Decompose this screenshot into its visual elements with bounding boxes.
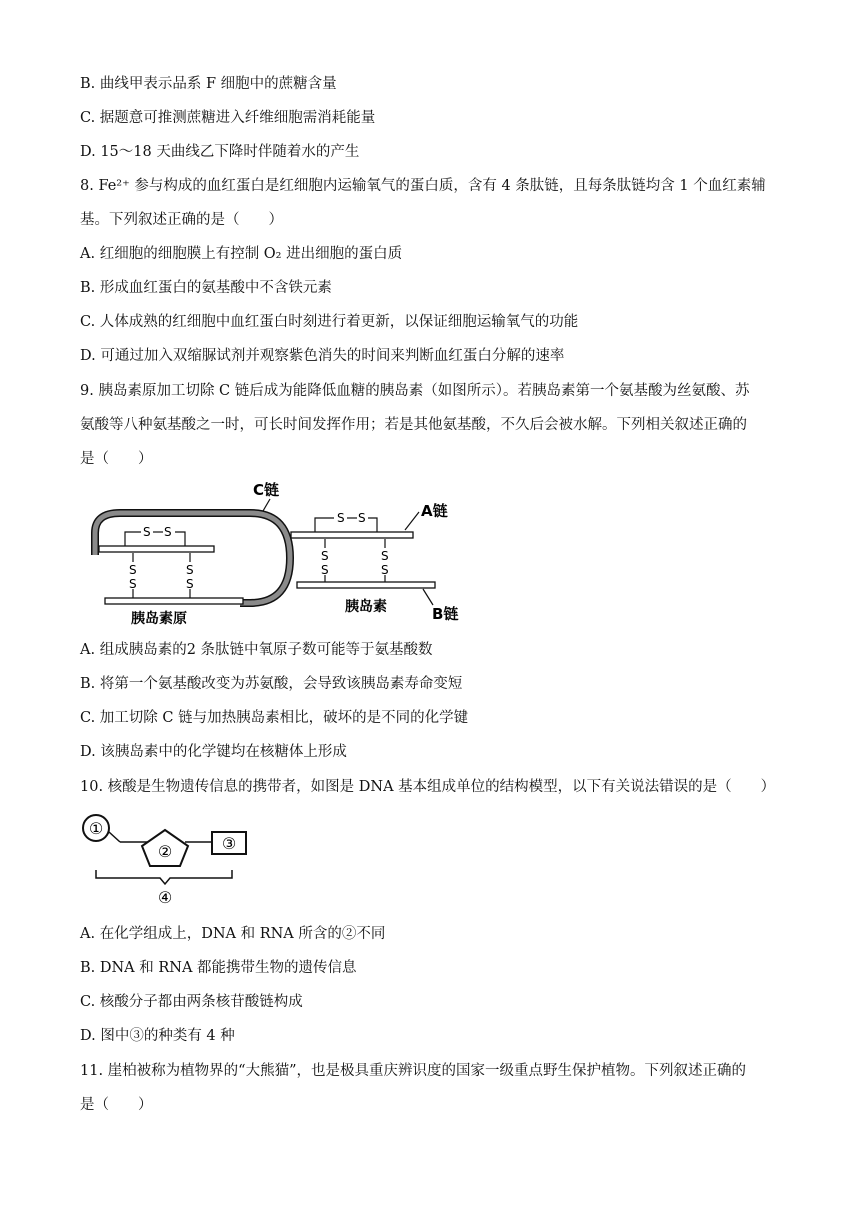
- q8-option-a: A. 红细胞的细胞膜上有控制 O₂ 进出细胞的蛋白质: [80, 246, 403, 262]
- q10-option-b: B. DNA 和 RNA 都能携带生物的遗传信息: [80, 960, 357, 976]
- q10-option-d: D. 图中③的种类有 4 种: [80, 1028, 235, 1044]
- disulfide-s: S: [337, 511, 345, 525]
- proinsulin-b-chain: [105, 598, 243, 604]
- q7-option-d: D. 15～18 天曲线乙下降时伴随着水的产生: [80, 144, 360, 160]
- q7-option-b: B. 曲线甲表示品系 F 细胞中的蔗糖含量: [80, 76, 337, 92]
- q7-option-c: C. 据题意可推测蔗糖进入纤维细胞需消耗能量: [80, 110, 376, 126]
- disulfide-s: S: [321, 563, 329, 577]
- q8-option-b: B. 形成血红蛋白的氨基酸中不含铁元素: [80, 280, 332, 296]
- disulfide-s: S: [164, 525, 172, 539]
- b-chain-label: B链: [432, 605, 459, 623]
- q8-option-d: D. 可通过加入双缩脲试剂并观察紫色消失的时间来判断血红蛋白分解的速率: [80, 348, 565, 364]
- q11-stem-line-1: 11. 崖柏被称为植物界的“大熊猫”，也是极具重庆辨识度的国家一级重点野生保护植物。下列叙述正确的: [80, 1063, 746, 1079]
- insulin-b-chain: [297, 582, 435, 588]
- nucleotide-diagram: [80, 810, 260, 910]
- label-4: ④: [157, 888, 173, 907]
- q11-stem-line-2: 是（ ）: [80, 1097, 153, 1113]
- disulfide-s: S: [129, 563, 137, 577]
- disulfide-s: S: [186, 563, 194, 577]
- insulin-label: 胰岛素: [345, 599, 387, 615]
- q10-option-a: A. 在化学组成上，DNA 和 RNA 所含的②不同: [80, 926, 386, 942]
- disulfide-s: S: [381, 549, 389, 563]
- q10-stem-line-1: 10. 核酸是生物遗传信息的携带者，如图是 DNA 基本组成单位的结构模型，以下有关说法错误的是（ ）: [80, 779, 776, 795]
- label-3: ③: [221, 834, 237, 853]
- proinsulin-a-chain: [99, 546, 214, 552]
- c-chain-label: C链: [253, 481, 280, 499]
- disulfide-s: S: [358, 511, 366, 525]
- label-2: ②: [157, 842, 173, 861]
- q9-option-a: A. 组成胰岛素的2 条肽链中氧原子数可能等于氨基酸数: [80, 642, 433, 658]
- disulfide-s: S: [321, 549, 329, 563]
- label-1: ①: [88, 819, 104, 838]
- q8-option-c: C. 人体成熟的红细胞中血红蛋白时刻进行着更新，以保证细胞运输氧气的功能: [80, 314, 579, 330]
- disulfide-s: S: [143, 525, 151, 539]
- q10-option-c: C. 核酸分子都由两条核苷酸链构成: [80, 994, 303, 1010]
- insulin-diagram: [75, 478, 475, 626]
- brace: [96, 870, 232, 884]
- q9-option-c: C. 加工切除 C 链与加热胰岛素相比，破坏的是不同的化学键: [80, 710, 469, 726]
- disulfide-s: S: [186, 577, 194, 591]
- proinsulin-label: 胰岛素原: [131, 611, 187, 626]
- disulfide-s: S: [381, 563, 389, 577]
- a-chain-label: A链: [421, 502, 448, 520]
- q9-option-b: B. 将第一个氨基酸改变为苏氨酸，会导致该胰岛素寿命变短: [80, 676, 463, 692]
- insulin-a-chain: [291, 532, 413, 538]
- q8-stem-line-1: 8. Fe²⁺ 参与构成的血红蛋白是红细胞内运输氧气的蛋白质，含有 4 条肽链，且每条肽链均含 1 个血红素辅: [80, 178, 766, 194]
- q9-stem-line-1: 9. 胰岛素原加工切除 C 链后成为能降低血糖的胰岛素（如图所示）。若胰岛素第一个氨基酸为丝氨酸、苏: [80, 383, 750, 399]
- q9-option-d: D. 该胰岛素中的化学键均在核糖体上形成: [80, 744, 347, 760]
- disulfide-s: S: [129, 577, 137, 591]
- q9-stem-line-3: 是（ ）: [80, 451, 153, 467]
- q8-stem-line-2: 基。下列叙述正确的是（ ）: [80, 212, 283, 228]
- q9-stem-line-2: 氨酸等八种氨基酸之一时，可长时间发挥作用；若是其他氨基酸，不久后会被水解。下列相关叙述正确的: [80, 417, 747, 433]
